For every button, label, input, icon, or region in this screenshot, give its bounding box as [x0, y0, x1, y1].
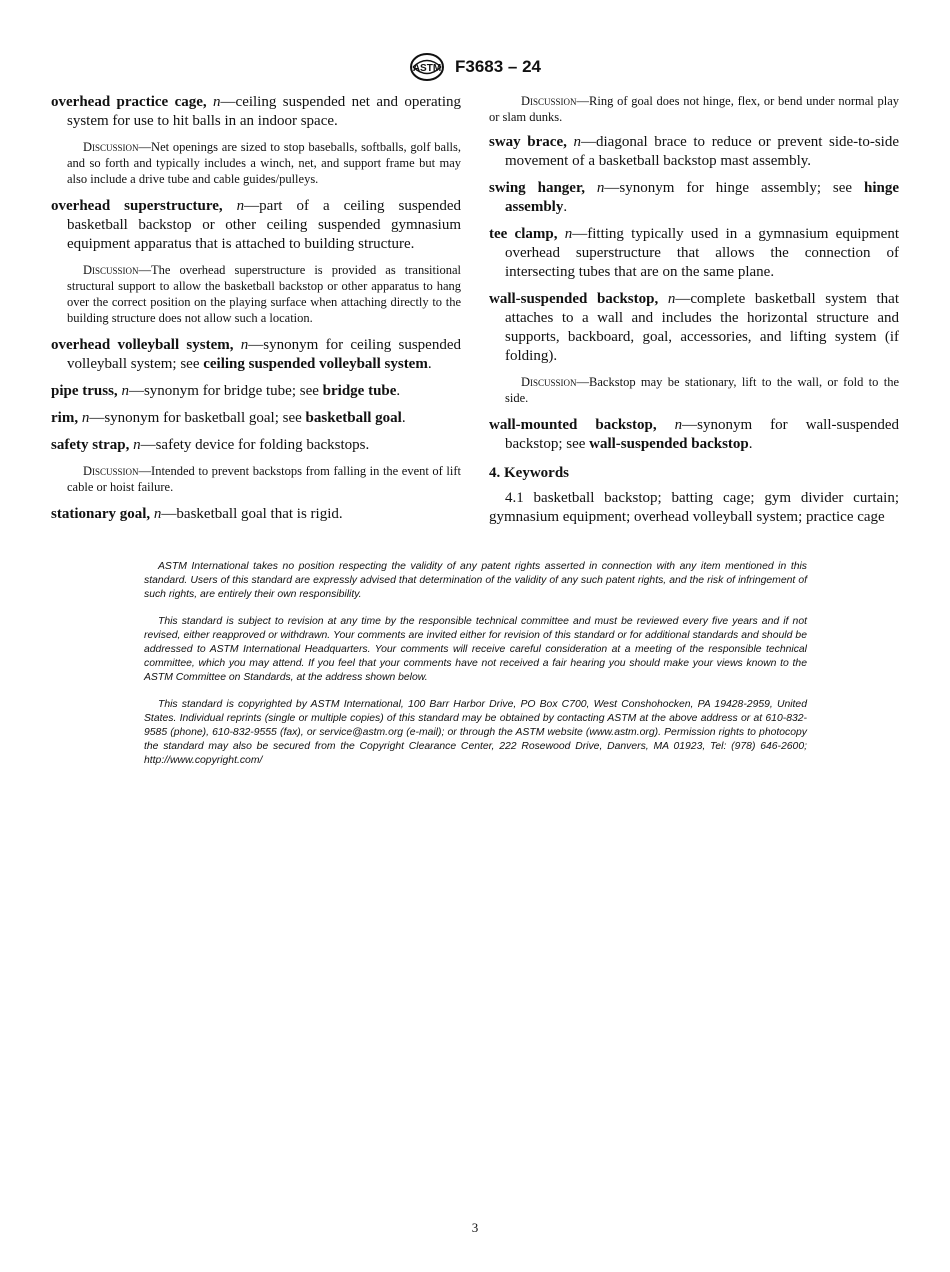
definition-entry: tee clamp, n—fitting typically used in a gymnasium equipment overhead superstructure that allows the connection of intersecting tubes that are on the same plane.	[489, 226, 899, 280]
cross-reference: basketball goal	[305, 410, 402, 426]
discussion-note: Discussion—Ring of goal does not hinge, flex, or bend under normal play or slam dunks.	[489, 94, 899, 124]
svg-text:ASTM: ASTM	[412, 63, 442, 74]
right-column	[489, 93, 899, 527]
definition-entry: stationary goal, n—basketball goal that is rigid.	[51, 506, 343, 522]
definition-entry: swing hanger, n—synonym for hinge assembly; see hinge assembly.	[489, 180, 899, 215]
copyright-notice: This standard is copyrighted by ASTM International, 100 Barr Harbor Drive, PO Box C700, West Conshohocken, PA 19428-2959, United States. Individual reprints (single or multiple copies) of this standard may be obtained by contacting ASTM at the above address or at 610-832-9585 (phone), 610-832-9555 (fax), or service@astm.org (e-mail); or through the ASTM website (www.astm.org). Permission rights to photocopy the standard may also be secured from the Copyright Clearance Center, 222 Rosewood Drive, Danvers, MA 01923, Tel: (978) 646-2600; http://www.copyright.com/	[144, 699, 807, 766]
cross-reference: hinge assembly	[505, 180, 899, 215]
keywords-text: 4.1 basketball backstop; batting cage; gym divider curtain; gymnasium equipment; overhead volleyball system; practice cage	[489, 490, 899, 525]
discussion-note: Discussion—Net openings are sized to stop baseballs, softballs, golf balls, and so forth and typically includes a winch, net, and support frame but may also include a drive tube and cable guides/pulleys.	[67, 140, 461, 186]
discussion-note: Discussion—Backstop may be stationary, lift to the wall, or fold to the side.	[505, 375, 899, 405]
standard-designation: F3683 – 24	[454, 57, 541, 76]
footer-notice	[144, 560, 807, 781]
definition-entry: overhead superstructure, n—part of a ceiling suspended basketball backstop or other ceiling suspended gymnasium equipment apparatus that is attached to building structure.	[51, 198, 461, 252]
cross-reference: ceiling suspended volleyball system	[203, 356, 428, 372]
left-column	[51, 93, 461, 532]
revision-notice: This standard is subject to revision at any time by the responsible technical committee and must be reviewed every five years and if not revised, either reapproved or withdrawn. Your comments are invited either for revision of this standard or for additional standards and should be addressed to ASTM International Headquarters. Your comments will receive careful consideration at a meeting of the responsible technical committee, which you may attend. If you feel that your comments have not received a fair hearing you should make your views known to the ASTM Committee on Standards, at the address shown below.	[144, 616, 807, 683]
definition-entry: wall-suspended backstop, n—complete basketball system that attaches to a wall and includes the horizontal structure and supports, backboard, goal, accessories, and lifting system (if folding).	[489, 291, 900, 364]
definition-entry: overhead practice cage, n—ceiling suspended net and operating system for use to hit balls in an indoor space.	[51, 94, 462, 129]
definition-entry: sway brace, n—diagonal brace to reduce or prevent side-to-side movement of a basketball backstop mast assembly.	[489, 134, 899, 169]
astm-logo-icon	[409, 52, 445, 82]
definition-entry: overhead volleyball system, n—synonym for ceiling suspended volleyball system; see ceiling suspended volleyball system.	[51, 337, 461, 372]
discussion-note: Discussion—The overhead superstructure is provided as transitional structural support to allow the basketball backstop or other apparatus to hang over the correct position on the playing surface when attaching directly to the building structure does not allow such a location.	[67, 263, 461, 325]
patent-notice: ASTM International takes no position respecting the validity of any patent rights asserted in connection with any item mentioned in this standard. Users of this standard are expressly advised that determination of the validity of any such patent rights, and the risk of infringement of such rights, are entirely their own responsibility.	[144, 561, 807, 600]
definition-entry: wall-mounted backstop, n—synonym for wall-suspended backstop; see wall-suspended backstop.	[489, 417, 900, 452]
definition-entry: safety strap, n—safety device for folding backstops.	[51, 437, 370, 453]
definition-entry: pipe truss, n—synonym for bridge tube; see bridge tube.	[51, 383, 401, 399]
cross-reference: bridge tube	[322, 383, 397, 399]
page-number: 3	[471, 1220, 479, 1235]
cross-reference: wall-suspended backstop	[589, 436, 749, 452]
discussion-note: Discussion—Intended to prevent backstops from falling in the event of lift cable or hoist failure.	[67, 464, 461, 494]
definition-entry: rim, n—synonym for basketball goal; see basketball goal.	[51, 410, 406, 426]
page-header	[0, 52, 950, 82]
section-heading-keywords: 4. Keywords	[489, 465, 569, 481]
